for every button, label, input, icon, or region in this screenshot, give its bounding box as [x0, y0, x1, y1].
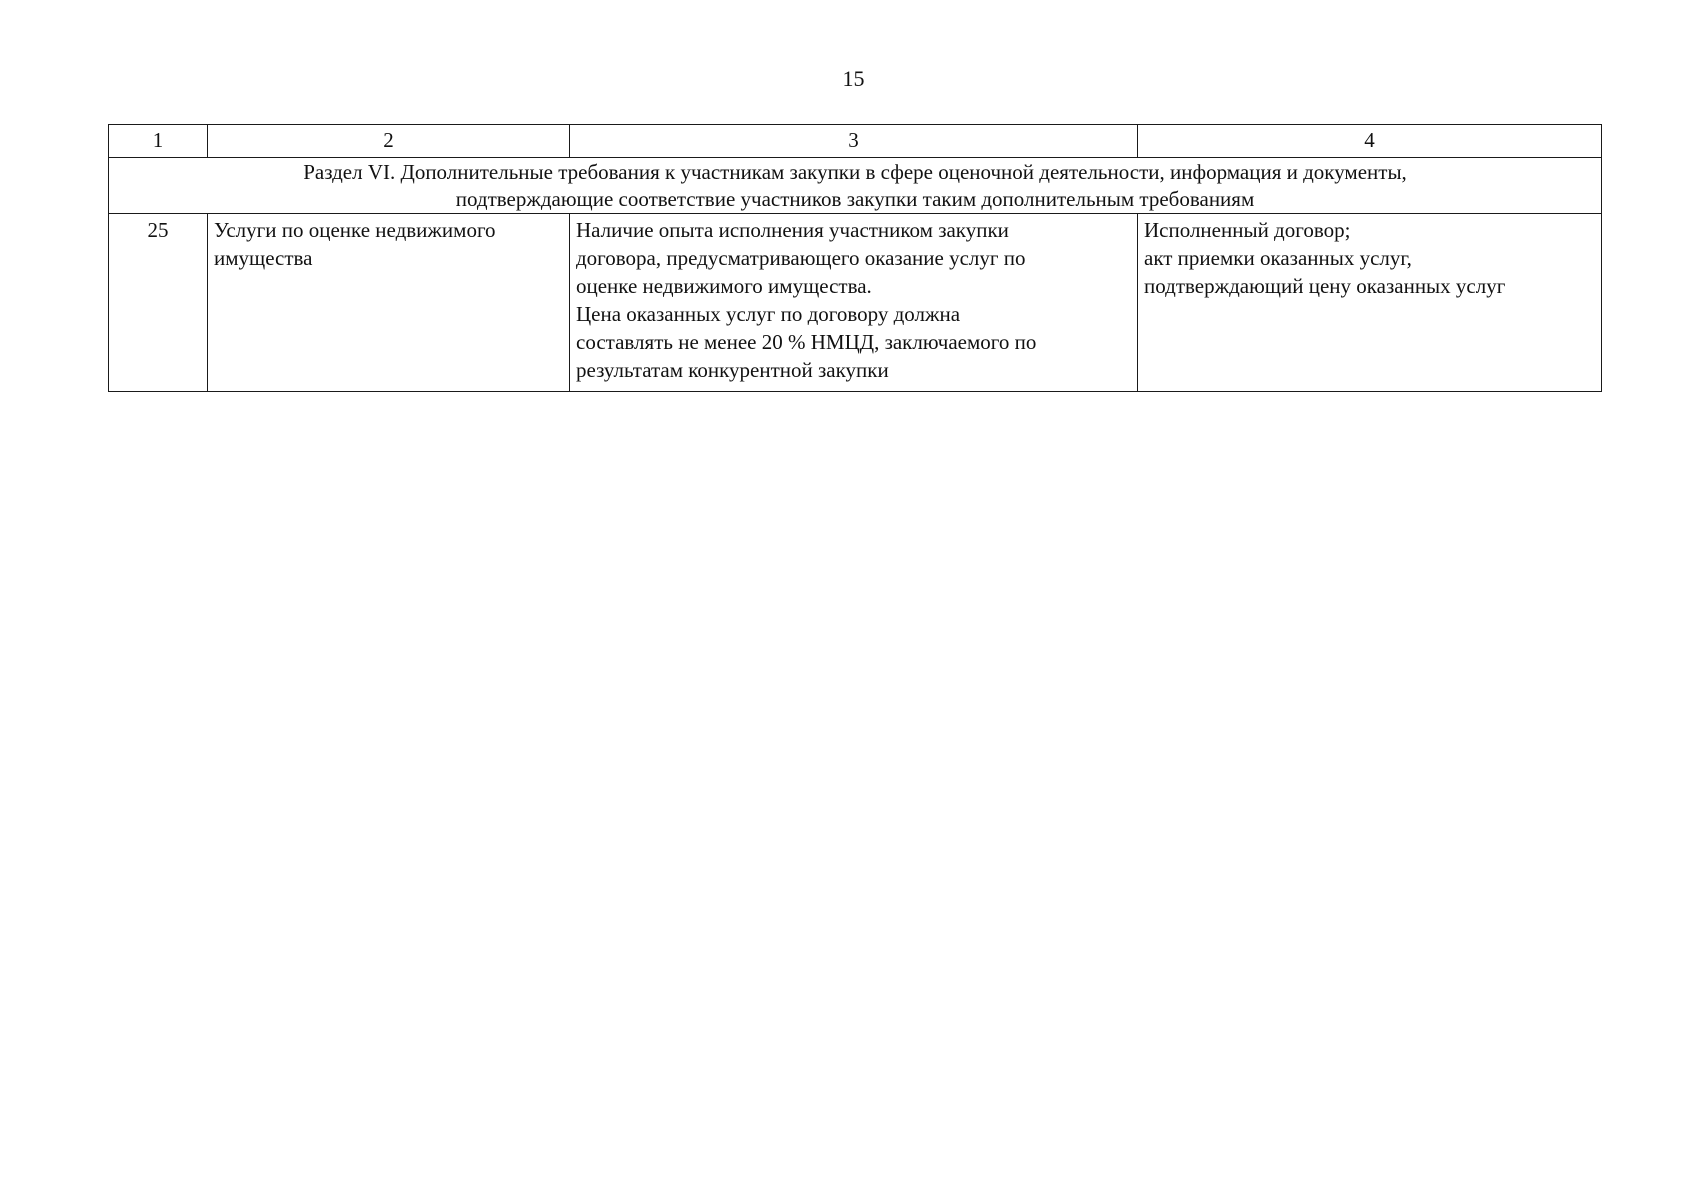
column-number-row [109, 125, 1602, 158]
section-heading-line: Раздел VI. Дополнительные требования к участникам закупки в сфере оценочной деятельности, информация и документы, [303, 160, 1407, 184]
documents-cell [1138, 214, 1602, 392]
documents-line: подтверждающий цену оказанных услуг [1144, 274, 1506, 298]
section-heading [109, 158, 1602, 214]
requirement-line: договора, предусматривающего оказание услуг по [576, 246, 1026, 270]
section-heading-row [109, 158, 1602, 214]
table-row [109, 214, 1602, 392]
row-number: 25 [109, 214, 208, 392]
column-number-3: 3 [570, 125, 1138, 158]
documents-line: Исполненный договор; [1144, 218, 1351, 242]
requirement-line: оценке недвижимого имущества. [576, 274, 872, 298]
requirement-line: составлять не менее 20 % НМЦД, заключаемого по [576, 330, 1037, 354]
documents-line: акт приемки оказанных услуг, [1144, 246, 1412, 270]
requirements-table [108, 124, 1602, 392]
page-number: 15 [842, 66, 865, 91]
column-number-1: 1 [109, 125, 208, 158]
requirement-cell [570, 214, 1138, 392]
section-heading-line: подтверждающие соответствие участников закупки таким дополнительным требованиям [455, 187, 1255, 211]
requirement-line: результатам конкурентной закупки [576, 358, 889, 382]
service-name-line: Услуги по оценке недвижимого [214, 218, 496, 242]
column-number-2: 2 [208, 125, 570, 158]
requirement-line: Наличие опыта исполнения участником закупки [576, 218, 1009, 242]
service-name-cell [208, 214, 570, 392]
column-number-4: 4 [1138, 125, 1602, 158]
service-name-line: имущества [214, 246, 313, 270]
requirement-line: Цена оказанных услуг по договору должна [576, 302, 961, 326]
